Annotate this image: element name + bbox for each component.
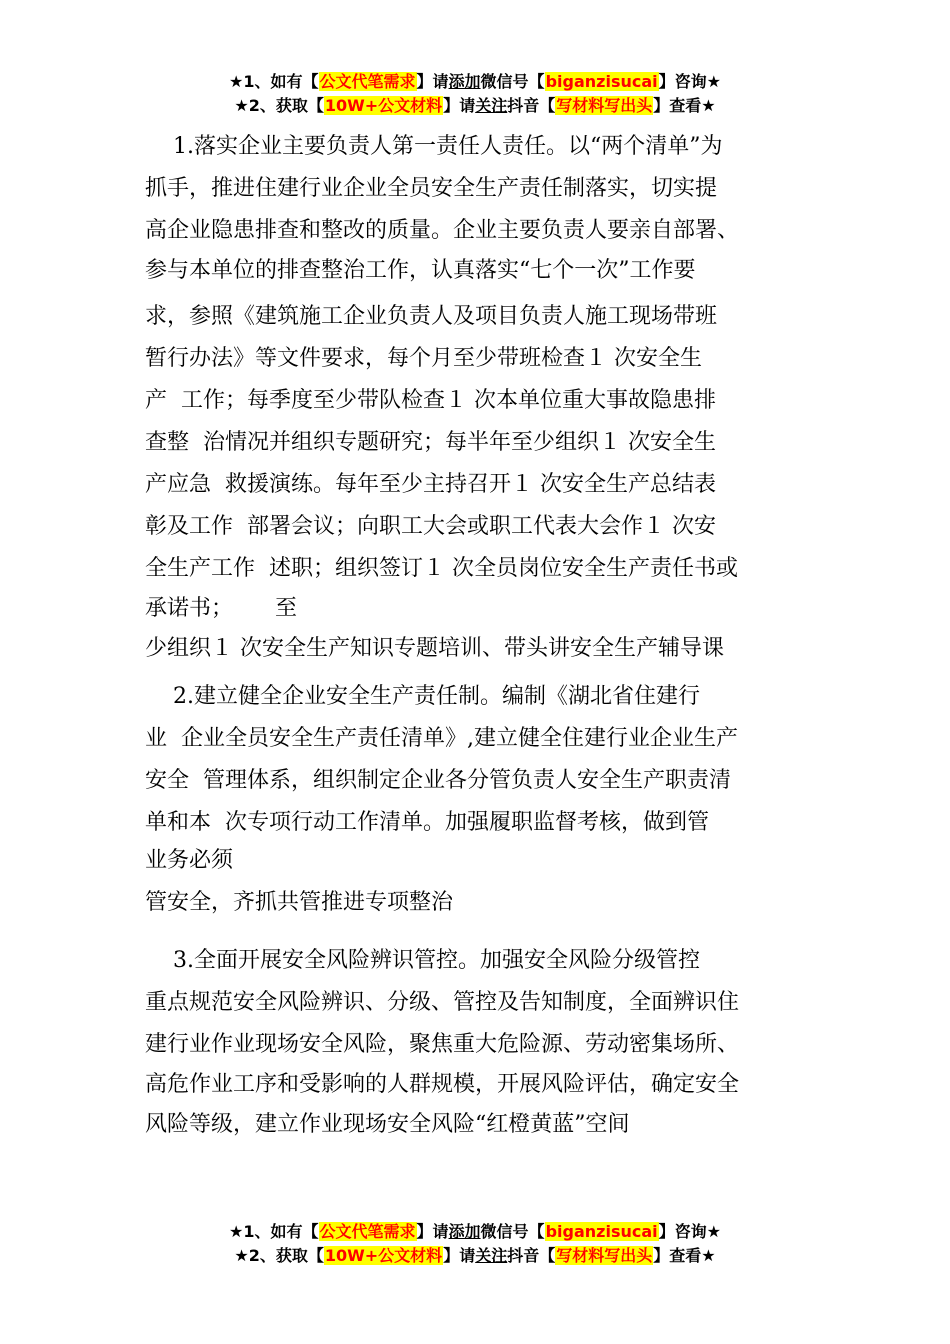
banner-text: ★1、如有【 [229, 1222, 319, 1241]
top-banner-line-1 [0, 70, 950, 94]
highlight-douyin: 写材料写出头 [556, 1246, 653, 1265]
body-line: 高企业隐患排查和整改的质量。企业主要负责人要亲自部署、 [145, 218, 740, 243]
highlight-wechat-id: biganzisucai [545, 1222, 658, 1241]
body-line: 全生产工作 述职；组织签订１ 次全员岗位安全生产责任书或 [145, 556, 738, 581]
highlight-douyin: 写材料写出头 [556, 96, 653, 115]
body-line: 高危作业工序和受影响的人群规模，开展风险评估，确定安全 [145, 1072, 740, 1097]
underlined-follow: 关注 [475, 96, 508, 115]
top-banner-line-2 [0, 94, 950, 118]
banner-text: 】咨询★ [658, 1222, 721, 1241]
banner-text: 微信号【 [480, 72, 545, 91]
body-line: 承诺书； 至 [145, 596, 297, 621]
body-line: 3.全面开展安全风险辨识管控。加强安全风险分级管控 [145, 948, 700, 973]
body-line: 抓手，推进住建行业企业全员安全生产责任制落实，切实提 [145, 176, 718, 201]
banner-text: 】请 [416, 1222, 449, 1241]
highlight-service: 公文代笔需求 [319, 72, 416, 91]
underlined-follow: 关注 [475, 1246, 508, 1265]
highlight-materials: 10W+公文材料 [324, 96, 443, 115]
body-line: 2.建立健全企业安全生产责任制。编制《湖北省住建行 [145, 684, 700, 709]
body-line: 业 企业全员安全生产责任清单》,建立健全住建行业企业生产 [145, 726, 738, 751]
body-line: 暂行办法》等文件要求，每个月至少带班检查１ 次安全生 [145, 346, 702, 371]
body-line: 彰及工作 部署会议；向职工大会或职工代表大会作１ 次安 [145, 514, 716, 539]
highlight-materials: 10W+公文材料 [324, 1246, 443, 1265]
body-line: 业务必须 [145, 848, 234, 873]
body-line: 单和本 次专项行动工作清单。加强履职监督考核，做到管 [145, 810, 709, 835]
body-line: 安全 管理体系，组织制定企业各分管负责人安全生产职责清 [145, 768, 731, 793]
body-line: 管安全，齐抓共管推进专项整治 [145, 890, 454, 915]
bottom-banner-line-2 [0, 1244, 950, 1268]
body-line: 风险等级，建立作业现场安全风险“红橙黄蓝”空间 [145, 1112, 630, 1137]
bottom-banner-line-1 [0, 1220, 950, 1244]
underlined-add: 添加 [448, 72, 481, 91]
banner-text: 抖音【 [507, 1246, 556, 1265]
banner-text: 】请 [443, 96, 476, 115]
body-line: 查整 治情况并组织专题研究；每半年至少组织１ 次安全生 [145, 430, 716, 455]
banner-text: 抖音【 [507, 96, 556, 115]
banner-text: 】查看★ [653, 1246, 716, 1265]
body-line: 建行业作业现场安全风险，聚焦重大危险源、劳动密集场所、 [145, 1032, 740, 1057]
banner-text: 】请 [416, 72, 449, 91]
banner-text: ★2、获取【 [234, 1246, 324, 1265]
body-line: 产 工作；每季度至少带队检查１ 次本单位重大事故隐患排 [145, 388, 716, 413]
body-line: 少组织１ 次安全生产知识专题培训、带头讲安全生产辅导课 [145, 636, 724, 661]
banner-text: 】请 [443, 1246, 476, 1265]
body-line: 参与本单位的排查整治工作，认真落实“七个一次”工作要 [145, 258, 696, 283]
body-line: 1.落实企业主要负责人第一责任人责任。以“两个清单”为 [145, 134, 723, 159]
highlight-wechat-id: biganzisucai [545, 72, 658, 91]
underlined-add: 添加 [448, 1222, 481, 1241]
banner-text: 】咨询★ [658, 72, 721, 91]
banner-text: 】查看★ [653, 96, 716, 115]
banner-text: ★1、如有【 [229, 72, 319, 91]
banner-text: 微信号【 [480, 1222, 545, 1241]
body-line: 重点规范安全风险辨识、分级、管控及告知制度，全面辨识住 [145, 990, 740, 1015]
body-line: 产应急 救援演练。每年至少主持召开１ 次安全生产总结表 [145, 472, 716, 497]
body-line: 求，参照《建筑施工企业负责人及项目负责人施工现场带班 [145, 304, 718, 329]
highlight-service: 公文代笔需求 [319, 1222, 416, 1241]
banner-text: ★2、获取【 [234, 96, 324, 115]
